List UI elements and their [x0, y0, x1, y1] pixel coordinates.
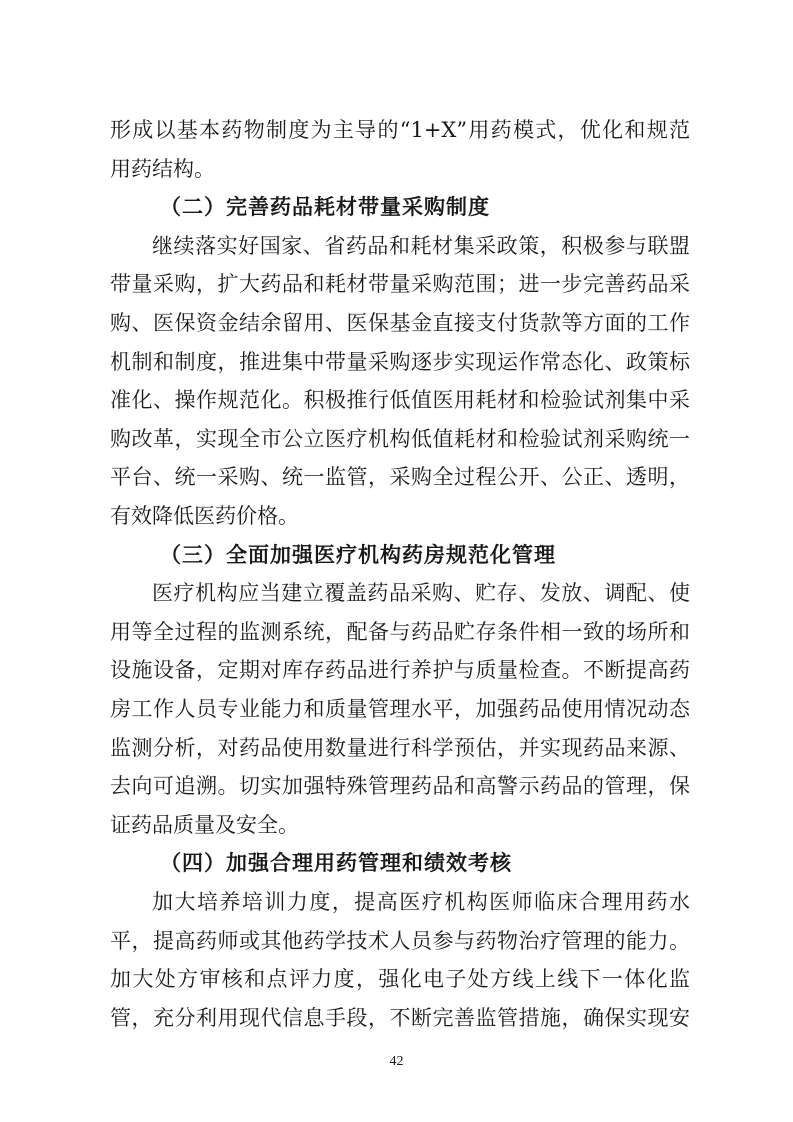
- paragraph-line: 房工作人员专业能力和质量管理水平，加强药品使用情况动态: [110, 697, 690, 721]
- paragraph-line: 准化、操作规范化。积极推行低值医用耗材和检验试剂集中采: [110, 388, 690, 412]
- paragraph-line: 证药品质量及安全。: [110, 813, 299, 837]
- paragraph-line: 设施设备，定期对库存药品进行养护与质量检查。不断提高药: [110, 658, 690, 682]
- paragraph-line: 平台、统一采购、统一监管，采购全过程公开、公正、透明，: [110, 465, 690, 489]
- paragraph-line: 带量采购，扩大药品和耗材带量采购范围；进一步完善药品采: [110, 272, 690, 296]
- page-number: 42: [389, 1054, 404, 1069]
- section-heading: （二）完善药品耗材带量采购制度: [160, 195, 490, 219]
- paragraph-line: 用等全过程的监测系统，配备与药品贮存条件相一致的场所和: [110, 620, 690, 644]
- paragraph-line: 平，提高药师或其他药学技术人员参与药物治疗管理的能力。: [110, 929, 690, 953]
- paragraph-line: 继续落实好国家、省药品和耗材集采政策，积极参与联盟: [152, 234, 690, 258]
- section-heading: （三）全面加强医疗机构药房规范化管理: [160, 543, 556, 567]
- paragraph-line: 形成以基本药物制度为主导的“1+X”用药模式，优化和规范: [110, 118, 690, 142]
- paragraph-line: 购、医保资金结余留用、医保基金直接支付货款等方面的工作: [110, 311, 690, 335]
- paragraph-line: 管，充分利用现代信息手段，不断完善监管措施，确保实现安: [110, 1006, 690, 1030]
- paragraph-line: 有效降低医药价格。: [110, 504, 299, 528]
- paragraph-line: 机制和制度，推进集中带量采购逐步实现运作常态化、政策标: [110, 350, 690, 374]
- paragraph-line: 医疗机构应当建立覆盖药品采购、贮存、发放、调配、使: [152, 581, 690, 605]
- paragraph-line: 加大培养培训力度，提高医疗机构医师临床合理用药水: [152, 890, 690, 914]
- paragraph-line: 用药结构。: [110, 157, 215, 181]
- paragraph-line: 购改革，实现全市公立医疗机构低值耗材和检验试剂采购统一: [110, 427, 690, 451]
- paragraph-line: 监测分析，对药品使用数量进行科学预估，并实现药品来源、: [110, 736, 690, 760]
- section-heading: （四）加强合理用药管理和绩效考核: [160, 851, 512, 875]
- paragraph-line: 加大处方审核和点评力度，强化电子处方线上线下一体化监: [110, 967, 690, 991]
- paragraph-line: 去向可追溯。切实加强特殊管理药品和高警示药品的管理，保: [110, 774, 690, 798]
